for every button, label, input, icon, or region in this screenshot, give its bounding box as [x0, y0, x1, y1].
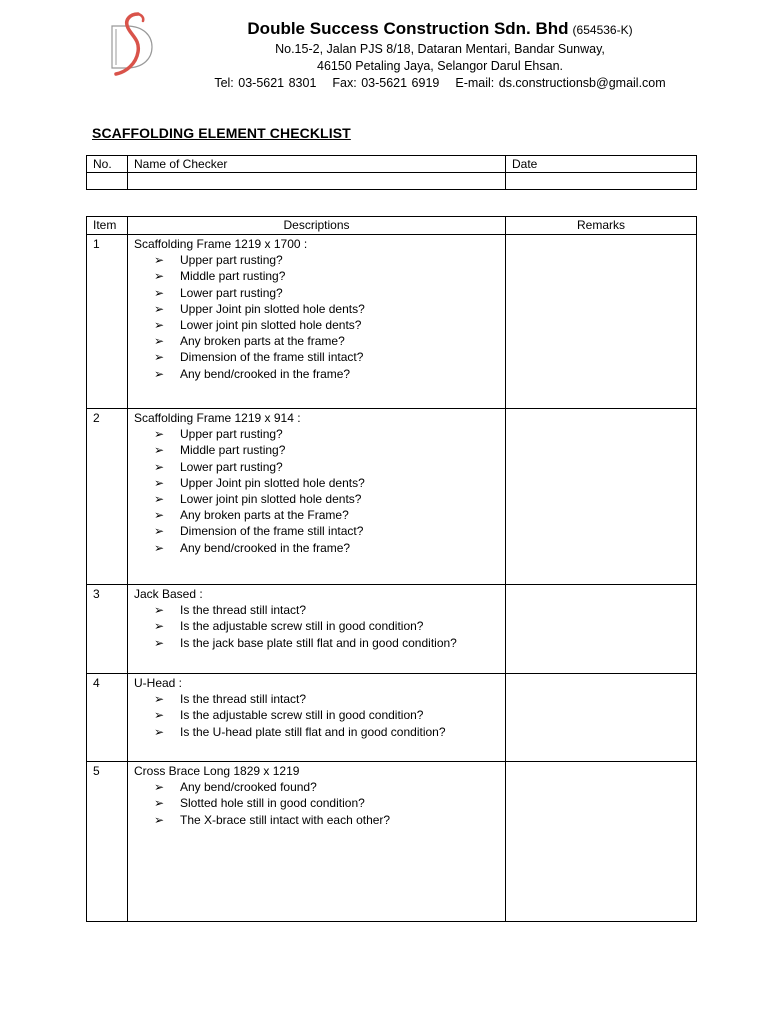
checklist-question	[134, 618, 499, 634]
question-text: Any bend/crooked in the frame?	[180, 366, 351, 381]
checklist-question	[134, 366, 499, 382]
checker-date-field[interactable]	[506, 173, 697, 190]
company-header	[160, 18, 720, 92]
item-description	[128, 409, 506, 585]
question-text: The X-brace still intact with each other?	[180, 812, 391, 827]
arrow-bullet-icon: ➢	[154, 603, 165, 618]
question-text: Upper part rusting?	[180, 253, 283, 268]
arrow-bullet-icon: ➢	[154, 708, 165, 723]
item-heading: Cross Brace Long 1829 x 1219	[134, 764, 300, 778]
company-logo-icon	[108, 12, 156, 76]
arrow-bullet-icon: ➢	[154, 540, 165, 555]
question-text: Lower part rusting?	[180, 285, 283, 300]
email: E-mail: ds.constructionsb@gmail.com	[455, 76, 666, 90]
item-heading: Scaffolding Frame 1219 x 914 :	[134, 411, 301, 425]
col-item: Item	[87, 217, 128, 235]
checker-no-field[interactable]	[87, 173, 128, 190]
checker-entry-row	[87, 173, 697, 190]
address-line-2: 46150 Petaling Jaya, Selangor Darul Ehsan.	[317, 59, 563, 73]
question-text: Any bend/crooked in the frame?	[180, 540, 351, 555]
arrow-bullet-icon: ➢	[154, 724, 165, 739]
item-description	[128, 235, 506, 409]
question-text: Slotted hole still in good condition?	[180, 796, 365, 811]
arrow-bullet-icon: ➢	[154, 812, 165, 827]
checklist-question	[134, 268, 499, 284]
checklist-question	[134, 301, 499, 317]
arrow-bullet-icon: ➢	[154, 318, 165, 333]
col-checker-name: Name of Checker	[128, 156, 506, 173]
checklist-question	[134, 812, 499, 828]
checker-header-row	[87, 156, 697, 173]
checklist-question	[134, 459, 499, 475]
arrow-bullet-icon: ➢	[154, 692, 165, 707]
checklist-question	[134, 333, 499, 349]
items-table	[86, 216, 697, 922]
remarks-field[interactable]	[506, 585, 697, 674]
remarks-field[interactable]	[506, 409, 697, 585]
checklist-question	[134, 349, 499, 365]
checklist-question	[134, 635, 499, 651]
col-no: No.	[87, 156, 128, 173]
question-text: Any bend/crooked found?	[180, 780, 317, 795]
item-description	[128, 762, 506, 922]
question-text: Upper Joint pin slotted hole dents?	[180, 475, 365, 490]
remarks-field[interactable]	[506, 235, 697, 409]
table-row	[87, 674, 697, 762]
question-text: Is the thread still intact?	[180, 603, 307, 618]
question-text: Lower part rusting?	[180, 459, 283, 474]
item-number: 4	[87, 674, 128, 762]
items-body	[87, 235, 697, 922]
document-title: SCAFFOLDING ELEMENT CHECKLIST	[92, 125, 351, 141]
checklist-question	[134, 724, 499, 740]
arrow-bullet-icon: ➢	[154, 269, 165, 284]
question-text: Lower joint pin slotted hole dents?	[180, 492, 362, 507]
checklist-question	[134, 426, 499, 442]
question-text: Dimension of the frame still intact?	[180, 350, 364, 365]
item-number: 5	[87, 762, 128, 922]
checklist-question	[134, 507, 499, 523]
checker-name-field[interactable]	[128, 173, 506, 190]
checklist-question	[134, 795, 499, 811]
checker-table	[86, 155, 697, 190]
col-remarks: Remarks	[506, 217, 697, 235]
arrow-bullet-icon: ➢	[154, 427, 165, 442]
item-number: 2	[87, 409, 128, 585]
checklist-question	[134, 252, 499, 268]
item-heading: Scaffolding Frame 1219 x 1700 :	[134, 237, 308, 251]
company-name-line	[160, 18, 720, 41]
item-number: 3	[87, 585, 128, 674]
question-text: Upper Joint pin slotted hole dents?	[180, 301, 365, 316]
item-heading: Jack Based :	[134, 587, 203, 601]
checklist-question	[134, 285, 499, 301]
table-row	[87, 235, 697, 409]
arrow-bullet-icon: ➢	[154, 796, 165, 811]
arrow-bullet-icon: ➢	[154, 301, 165, 316]
arrow-bullet-icon: ➢	[154, 524, 165, 539]
question-text: Any broken parts at the frame?	[180, 334, 345, 349]
arrow-bullet-icon: ➢	[154, 334, 165, 349]
arrow-bullet-icon: ➢	[154, 635, 165, 650]
arrow-bullet-icon: ➢	[154, 475, 165, 490]
question-text: Middle part rusting?	[180, 269, 286, 284]
arrow-bullet-icon: ➢	[154, 285, 165, 300]
company-reg-no: (654536-K)	[572, 23, 633, 37]
col-date: Date	[506, 156, 697, 173]
question-text: Is the adjustable screw still in good condition?	[180, 708, 424, 723]
checklist-question	[134, 442, 499, 458]
checklist-question	[134, 523, 499, 539]
question-text: Upper part rusting?	[180, 427, 283, 442]
arrow-bullet-icon: ➢	[154, 459, 165, 474]
checklist-question	[134, 540, 499, 556]
item-description	[128, 585, 506, 674]
question-text: Is the U-head plate still flat and in good condition?	[180, 724, 446, 739]
checklist-question	[134, 707, 499, 723]
question-text: Middle part rusting?	[180, 443, 286, 458]
table-row	[87, 409, 697, 585]
arrow-bullet-icon: ➢	[154, 619, 165, 634]
item-number: 1	[87, 235, 128, 409]
items-header-row	[87, 217, 697, 235]
arrow-bullet-icon: ➢	[154, 508, 165, 523]
question-text: Is the thread still intact?	[180, 692, 307, 707]
arrow-bullet-icon: ➢	[154, 780, 165, 795]
contact-line	[160, 75, 720, 92]
address-line-1: No.15-2, Jalan PJS 8/18, Dataran Mentari, Bandar Sunway,	[275, 42, 605, 56]
question-text: Dimension of the frame still intact?	[180, 524, 364, 539]
tel: Tel: 03-5621 8301	[214, 76, 317, 90]
checklist-question	[134, 691, 499, 707]
table-row	[87, 762, 697, 922]
question-text: Lower joint pin slotted hole dents?	[180, 318, 362, 333]
question-text: Any broken parts at the Frame?	[180, 508, 349, 523]
arrow-bullet-icon: ➢	[154, 443, 165, 458]
arrow-bullet-icon: ➢	[154, 350, 165, 365]
checklist-question	[134, 475, 499, 491]
arrow-bullet-icon: ➢	[154, 366, 165, 381]
checklist-question	[134, 779, 499, 795]
remarks-field[interactable]	[506, 674, 697, 762]
checklist-question	[134, 602, 499, 618]
item-description	[128, 674, 506, 762]
fax: Fax: 03-5621 6919	[332, 76, 440, 90]
remarks-field[interactable]	[506, 762, 697, 922]
question-text: Is the jack base plate still flat and in good condition?	[180, 635, 457, 650]
item-heading: U-Head :	[134, 676, 183, 690]
arrow-bullet-icon: ➢	[154, 253, 165, 268]
table-row	[87, 585, 697, 674]
question-text: Is the adjustable screw still in good condition?	[180, 619, 424, 634]
checklist-question	[134, 491, 499, 507]
col-descriptions: Descriptions	[128, 217, 506, 235]
checklist-question	[134, 317, 499, 333]
company-name: Double Success Construction Sdn. Bhd	[247, 19, 569, 38]
arrow-bullet-icon: ➢	[154, 492, 165, 507]
